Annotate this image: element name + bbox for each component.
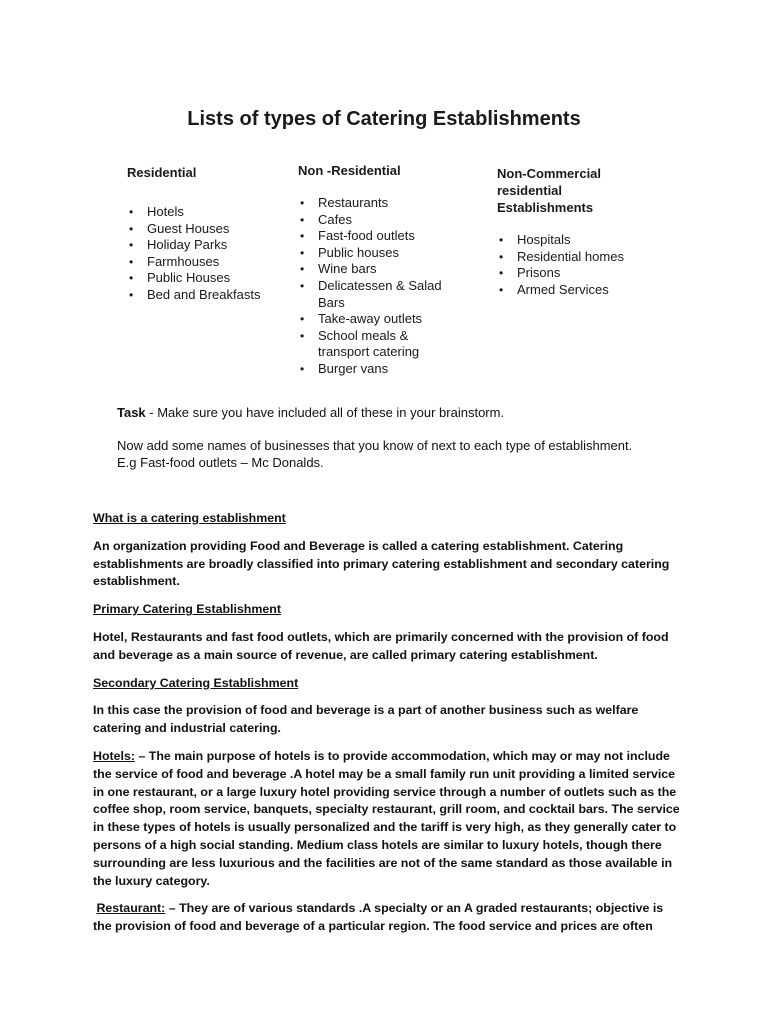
- list-item: • Hospitals: [497, 232, 677, 249]
- list-item: • Armed Services: [497, 282, 677, 299]
- bullet-list: [298, 195, 458, 378]
- document-body: [93, 510, 683, 946]
- hotels-label: Hotels:: [93, 748, 135, 763]
- list-item: • Wine bars: [298, 261, 458, 278]
- list-item: • Burger vans: [298, 361, 458, 378]
- restaurant-text: – They are of various standards .A specialty or an A graded restaurants; objective is the provision of food and beverage of a particular region. The food service and prices are often: [93, 901, 664, 934]
- list-item: • Public houses: [298, 245, 458, 262]
- task-followup: [117, 437, 677, 471]
- list-item: • Cafes: [298, 212, 458, 229]
- restaurant-label: Restaurant:: [96, 901, 166, 916]
- task-line-3: E.g Fast-food outlets – Mc Donalds.: [117, 455, 324, 470]
- paragraph: In this case the provision of food and beverage is a part of another business such as welfare catering and industrial catering.: [93, 703, 639, 736]
- page-title: Lists of types of Catering Establishments: [187, 108, 581, 130]
- paragraph-hotels: [93, 748, 683, 890]
- column-non-residential: [298, 162, 458, 378]
- list-item: • School meals & transport catering: [298, 328, 448, 361]
- paragraph: An organization providing Food and Beverage is called a catering establishment. Catering establishments are broadly classified into primary catering establishment and secondary catering establishment.: [93, 538, 670, 589]
- task-label: Task: [117, 405, 146, 420]
- bullet-list: [127, 204, 287, 304]
- task-instruction: [117, 404, 677, 421]
- task-text: - Make sure you have included all of these in your brainstorm.: [145, 405, 505, 420]
- list-item: • Restaurants: [298, 195, 458, 212]
- list-item: • Prisons: [497, 265, 677, 282]
- list-item: • Residential homes: [497, 249, 677, 266]
- bullet-list: [497, 232, 677, 298]
- task-line-2: Now add some names of businesses that you know of next to each type of establishment.: [117, 438, 633, 453]
- list-item: • Delicatessen & Salad Bars: [298, 278, 448, 311]
- task-block: [117, 404, 677, 471]
- list-item: • Bed and Breakfasts: [127, 287, 287, 304]
- section-heading: What is a catering establishment: [93, 511, 286, 525]
- list-item: • Public Houses: [127, 270, 287, 287]
- paragraph: Hotel, Restaurants and fast food outlets, which are primarily concerned with the provision of food and beverage as a main source of revenue, are called primary catering establishment.: [93, 629, 669, 662]
- column-heading: Non -Residential: [298, 163, 401, 178]
- list-item: • Fast-food outlets: [298, 228, 458, 245]
- section-heading: Primary Catering Establishment: [93, 602, 281, 617]
- column-residential: [127, 164, 287, 304]
- list-item: • Guest Houses: [127, 221, 287, 238]
- column-heading: Residential: [127, 165, 197, 180]
- paragraph-restaurant: [93, 900, 683, 936]
- list-item: • Holiday Parks: [127, 237, 287, 254]
- section-heading: Secondary Catering Establishment: [93, 675, 299, 690]
- column-heading: Non-Commercial residential Establishments: [497, 166, 602, 215]
- column-non-commercial: [497, 165, 677, 298]
- list-item: • Hotels: [127, 204, 287, 221]
- hotels-text: – The main purpose of hotels is to provide accommodation, which may or may not include the service of food and beverage .A hotel may be a small family run unit providing a limited service in one restaurant, or a large luxury hotel providing service through a number of outlets such as the coffee shop, room service, banquets, specialty restaurant, grill room, and cocktail bars. The service in these types of hotels is usually personalized and the tariff is very high, as they generally cater to persons of a high social standing. Medium class hotels are similar to luxury hotels, though there surrounding are less luxurious and the facilities are not of the same standard as those available in the luxury category.: [93, 748, 680, 888]
- list-item: • Farmhouses: [127, 254, 287, 271]
- list-item: • Take-away outlets: [298, 311, 458, 328]
